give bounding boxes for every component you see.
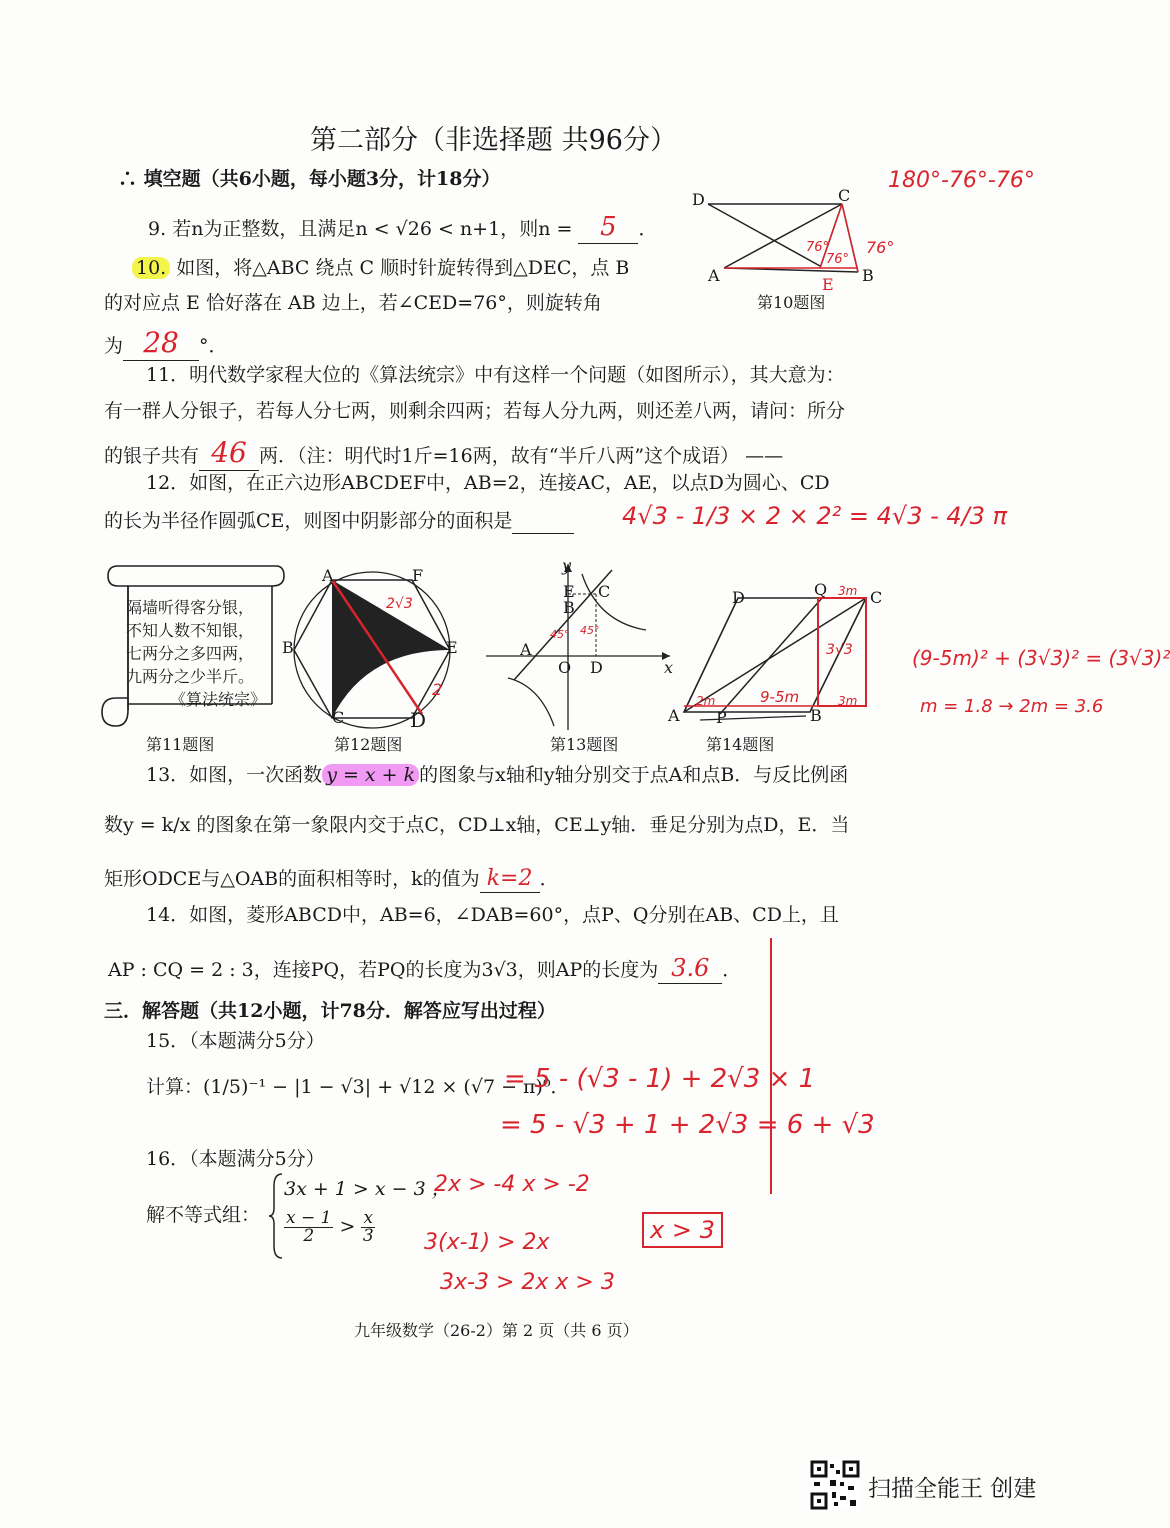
q13-caption: 第13题图 <box>550 735 619 754</box>
q10-answer: 28 <box>143 326 179 359</box>
scroll-line-5: 《算法统宗》 <box>170 690 267 709</box>
scroll-line-3: 七两分之多四两， <box>126 644 255 663</box>
q13-line2: 数y = k/x 的图象在第一象限内交于点C，CD⊥x轴，CE⊥y轴．垂足分别为点D，E．当 <box>104 814 850 836</box>
q16-ineq1: 3x + 1 > x − 3 ， <box>284 1178 451 1200</box>
q11-line2: 有一群人分银子，若每人分七两，则剩余四两；若每人分九两，则还差八两，请问：所分 <box>104 400 846 422</box>
scroll-line-1: 隔墙听得客分银， <box>126 598 255 617</box>
q14-hw-mark-1: 3m <box>838 584 858 598</box>
solve-header: 三．解答题（共12小题，计78分．解答应写出过程） <box>104 1000 556 1022</box>
q13-graph-figure <box>486 560 686 730</box>
q12-hw-mark-1: 2√3 <box>386 596 413 612</box>
q12-label-e: E <box>446 638 458 657</box>
q11-line1: 11．明代数学家程大位的《算法统宗》中有这样一个问题（如图所示），其大意为： <box>146 364 845 386</box>
q13-line1a: 13．如图，一次函数 <box>146 764 323 786</box>
q16-num-left: x − 1 <box>286 1208 332 1228</box>
scroll-line-4: 九两分之少半斤。 <box>126 667 255 686</box>
q10-label-d: D <box>692 190 705 209</box>
q14-label-q: Q <box>814 580 828 599</box>
q9-text: 若n为正整数，且满足n < √26 < n+1，则n = <box>172 218 573 240</box>
q11-line3b: 两．（注：明代时1斤=16两，故有“半斤八两”这个成语） <box>259 445 740 467</box>
question-13-line3: 矩形ODCE与△OAB的面积相等时，k的值为 k=2 ． <box>104 866 559 893</box>
q16-brace <box>268 1172 284 1260</box>
q14-label-c: C <box>870 588 883 607</box>
question-11-line3: 的银子共有 46 两．（注：明代时1斤=16两，故有“半斤八两”这个成语） —— <box>104 436 784 469</box>
q13-label-x: x <box>664 658 674 677</box>
q14-hw-mark-5: 3m <box>838 694 858 708</box>
q15-label: 计算： <box>146 1076 204 1098</box>
scroll-line-2: 不知人数不知银， <box>126 621 255 640</box>
q15-expression: (1/5)⁻¹ − |1 − √3| + √12 × (√7 − π)⁰． <box>203 1076 570 1098</box>
q14-hw-eq2: m = 1.8 → 2m = 3.6 <box>920 696 1104 717</box>
q9-prefix: 9. <box>148 218 167 240</box>
q13-label-d: D <box>590 658 603 677</box>
q13-line1b: 的图象与x轴和y轴分别交于点A和点B．与反比例函 <box>419 764 849 786</box>
q14-caption: 第14题图 <box>706 735 775 754</box>
q13-hw-angle-1: 45° <box>550 628 570 641</box>
q16-num-right: x <box>363 1208 374 1228</box>
section-title: 第二部分（非选择题 共96分） <box>310 125 677 156</box>
q14-label-p: P <box>716 708 727 727</box>
q14-answer: 3.6 <box>671 954 710 982</box>
q13-answer: k=2 <box>486 866 533 891</box>
q15-hw-line1: = 5 - (√3 - 1) + 2√3 × 1 <box>504 1064 816 1094</box>
q13-hw-angle-2: 45° <box>580 624 600 637</box>
q11-answer: 46 <box>211 436 247 469</box>
q12-line1: 12．如图，在正六边形ABCDEF中，AB=2，连接AC，AE，以点D为圆心、CD <box>146 472 830 494</box>
q11-scroll-text <box>126 596 266 711</box>
q16-label: 解不等式组： <box>146 1204 261 1226</box>
question-9: 9. 若n为正整数，且满足n < √26 < n+1，则n = 5 ． <box>148 212 657 244</box>
q10-number: 10. <box>132 257 170 279</box>
q12-label-c: C <box>332 708 345 727</box>
watermark-text: 扫描全能王 创建 <box>868 1476 1037 1502</box>
question-13-line1 <box>146 764 848 787</box>
q10-label-a: A <box>708 266 720 285</box>
q11-line3a: 的银子共有 <box>104 445 200 467</box>
page-footer: 九年级数学（26-2）第 2 页（共 6 页） <box>354 1321 639 1340</box>
q10-label-e: E <box>822 275 834 294</box>
q12-label-b: B <box>282 638 294 657</box>
q12-label-d: D <box>410 708 427 732</box>
q14-hw-mark-3: 2m <box>696 694 716 708</box>
q10-hw-note: 180°-76°-76° <box>888 168 1035 193</box>
q13-label-c: C <box>598 582 611 601</box>
q12-label-f: F <box>412 566 424 585</box>
q10-label-b: B <box>862 266 874 285</box>
q12-caption: 第12题图 <box>334 735 403 754</box>
q14-label-b: B <box>810 706 822 725</box>
q16-hw-line3: 3x-3 > 2x x > 3 <box>440 1270 615 1295</box>
q16-ineq2: $\frac{x - 1}{2}$ > $\frac{x}{3}$ <box>286 1208 374 1246</box>
q14-hw-mark-2: 3√3 <box>826 642 853 658</box>
q13-function: y = x + k <box>322 764 419 786</box>
q14-label-a: A <box>668 706 680 725</box>
q10-line2: 的对应点 E 恰好落在 AB 边上，若∠CED=76°，则旋转角 <box>104 292 602 314</box>
q15-hw-line2: = 5 - √3 + 1 + 2√3 = 6 + √3 <box>500 1110 875 1140</box>
q14-hw-eq1: (9-5m)² + (3√3)² = (3√3)² <box>912 646 1170 670</box>
q13-label-b: B <box>563 598 575 617</box>
q13-label-o: O <box>558 658 572 677</box>
q10-line3: 为 <box>104 335 124 357</box>
q10-hw-angle-1: 76° <box>806 240 830 255</box>
q16-den-left: 2 <box>303 1226 315 1246</box>
question-10-line1 <box>132 257 629 280</box>
q16-den-right: 3 <box>362 1226 374 1246</box>
question-10-line3: 为 28 °． <box>104 326 228 359</box>
q16-hw-line2: 3(x-1) > 2x <box>424 1230 550 1255</box>
q14-hw-mark-4: 9-5m <box>760 688 800 706</box>
q11-caption: 第11题图 <box>146 735 215 754</box>
q12-hw-mark-2: 2 <box>432 680 443 699</box>
q13-label-y: y <box>562 556 572 575</box>
q10-unit: ° <box>199 335 209 357</box>
q16-title: 16．（本题满分5分） <box>146 1148 325 1170</box>
q14-rhombus-figure <box>676 584 886 734</box>
q12-hexagon-figure <box>290 566 470 736</box>
q16-hw-box: x > 3 <box>642 1212 723 1248</box>
q14-line1: 14．如图，菱形ABCD中，AB=6，∠DAB=60°，点P、Q分别在AB、CD上，且 <box>146 904 839 926</box>
q13-label-a: A <box>520 640 532 659</box>
q16-hw-line1: 2x > -4 x > -2 <box>434 1172 590 1197</box>
q13-line3a: 矩形ODCE与△OAB的面积相等时，k的值为 <box>104 868 480 890</box>
q10-hw-angle-2: 76° <box>826 252 850 267</box>
q10-label-c: C <box>838 186 851 205</box>
q10-hw-angle-3: 76° <box>866 238 895 257</box>
q15-title: 15．（本题满分5分） <box>146 1030 325 1052</box>
q14-line2a: AP : CQ = 2 : 3，连接PQ，若PQ的长度为3√3，则AP的长度为 <box>108 959 659 981</box>
q10-line1: 如图，将△ABC 绕点 C 顺时针旋转得到△DEC，点 B <box>176 257 630 279</box>
qr-code-icon <box>810 1460 860 1510</box>
fill-in-header: ∴ 填空题（共6小题，每小题3分，计18分） <box>118 168 501 190</box>
q12-label-a: A <box>322 566 334 585</box>
question-14-line2: AP : CQ = 2 : 3，连接PQ，若PQ的长度为3√3，则AP的长度为 3.6 ． <box>108 954 742 982</box>
q9-answer: 5 <box>600 212 617 242</box>
question-12-line2 <box>104 510 574 534</box>
q14-label-d: D <box>732 588 745 607</box>
q12-hw-answer: 4√3 - 1/3 × 2 × 2² = 4√3 - 4/3 π <box>622 502 1008 530</box>
q10-caption: 第10题图 <box>757 293 826 312</box>
q12-line2: 的长为半径作圆弧CE，则图中阴影部分的面积是 <box>104 510 513 532</box>
q13-label-e: E <box>563 582 575 601</box>
